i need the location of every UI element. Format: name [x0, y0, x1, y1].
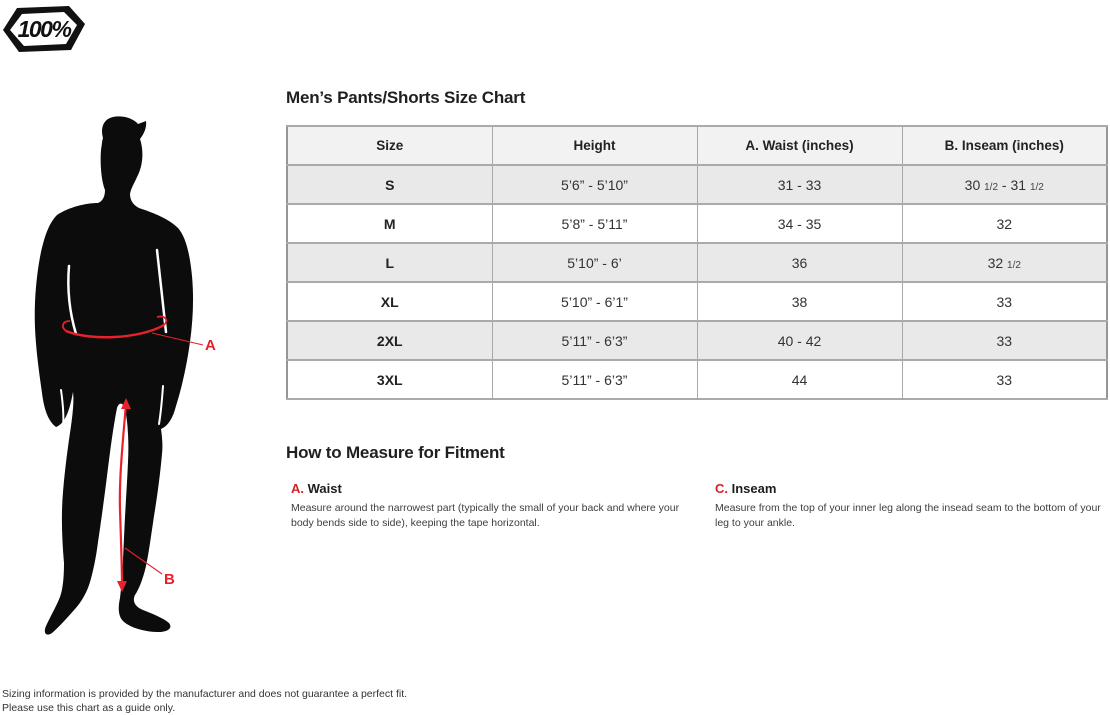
cell-size: M [287, 204, 492, 243]
disclaimer-line-1: Sizing information is provided by the manufacturer and does not guarantee a perfect fit. [2, 688, 408, 700]
cell-height: 5’11” - 6’3” [492, 321, 697, 360]
column-header-size: Size [287, 126, 492, 165]
measure-item-inseam [715, 481, 1108, 531]
table-row [287, 165, 1107, 204]
cell-height: 5’10” - 6’1” [492, 282, 697, 321]
table-row [287, 282, 1107, 321]
cell-waist: 31 - 33 [697, 165, 902, 204]
cell-waist: 38 [697, 282, 902, 321]
size-chart-title: Men’s Pants/Shorts Size Chart [286, 88, 526, 107]
brand-logo-icon [2, 3, 86, 53]
column-header-inseam: B. Inseam (inches) [902, 126, 1107, 165]
column-header-height: Height [492, 126, 697, 165]
size-chart-table [286, 125, 1108, 400]
measure-heading: How to Measure for Fitment [286, 443, 505, 462]
measure-item-inseam-title [715, 481, 1108, 496]
cell-height: 5’6” - 5’10” [492, 165, 697, 204]
cell-height: 5’10” - 6’ [492, 243, 697, 282]
table-row [287, 243, 1107, 282]
column-header-waist: A. Waist (inches) [697, 126, 902, 165]
body-silhouette [35, 116, 193, 634]
measure-name-waist: Waist [307, 481, 342, 496]
cell-height: 5’8” - 5’11” [492, 204, 697, 243]
table-row [287, 360, 1107, 399]
cell-size: 3XL [287, 360, 492, 399]
cell-inseam: 33 [902, 360, 1107, 399]
cell-size: L [287, 243, 492, 282]
cell-height: 5’11” - 6’3” [492, 360, 697, 399]
waist-label-a: A [205, 337, 216, 354]
inseam-label-b: B [164, 571, 175, 588]
cell-waist: 36 [697, 243, 902, 282]
size-table-header [287, 126, 1107, 165]
table-row [287, 204, 1107, 243]
brand-logo-text: 100% [17, 16, 71, 42]
measure-letter-a: A. [291, 481, 304, 496]
cell-inseam: 30 1/2 - 31 1/2 [902, 165, 1107, 204]
size-table-body [287, 165, 1107, 399]
cell-inseam: 33 [902, 282, 1107, 321]
disclaimer [2, 687, 407, 715]
measure-desc-waist: Measure around the narrowest part (typically the small of your back and where your body bends side to side), keeping the tape horizontal. [291, 502, 680, 529]
cell-inseam: 32 1/2 [902, 243, 1107, 282]
cell-inseam: 32 [902, 204, 1107, 243]
cell-waist: 34 - 35 [697, 204, 902, 243]
measure-letter-c: C. [715, 481, 728, 496]
measurement-figure [25, 115, 235, 665]
measure-desc-inseam: Measure from the top of your inner leg along the insead seam to the bottom of your leg to your ankle. [715, 502, 1101, 529]
measure-item-waist [291, 481, 696, 531]
measure-item-waist-title [291, 481, 696, 496]
cell-size: 2XL [287, 321, 492, 360]
table-row [287, 321, 1107, 360]
measure-name-inseam: Inseam [731, 481, 777, 496]
cell-size: XL [287, 282, 492, 321]
cell-inseam: 33 [902, 321, 1107, 360]
cell-waist: 40 - 42 [697, 321, 902, 360]
disclaimer-line-2: Please use this chart as a guide only. [2, 702, 176, 714]
cell-size: S [287, 165, 492, 204]
cell-waist: 44 [697, 360, 902, 399]
